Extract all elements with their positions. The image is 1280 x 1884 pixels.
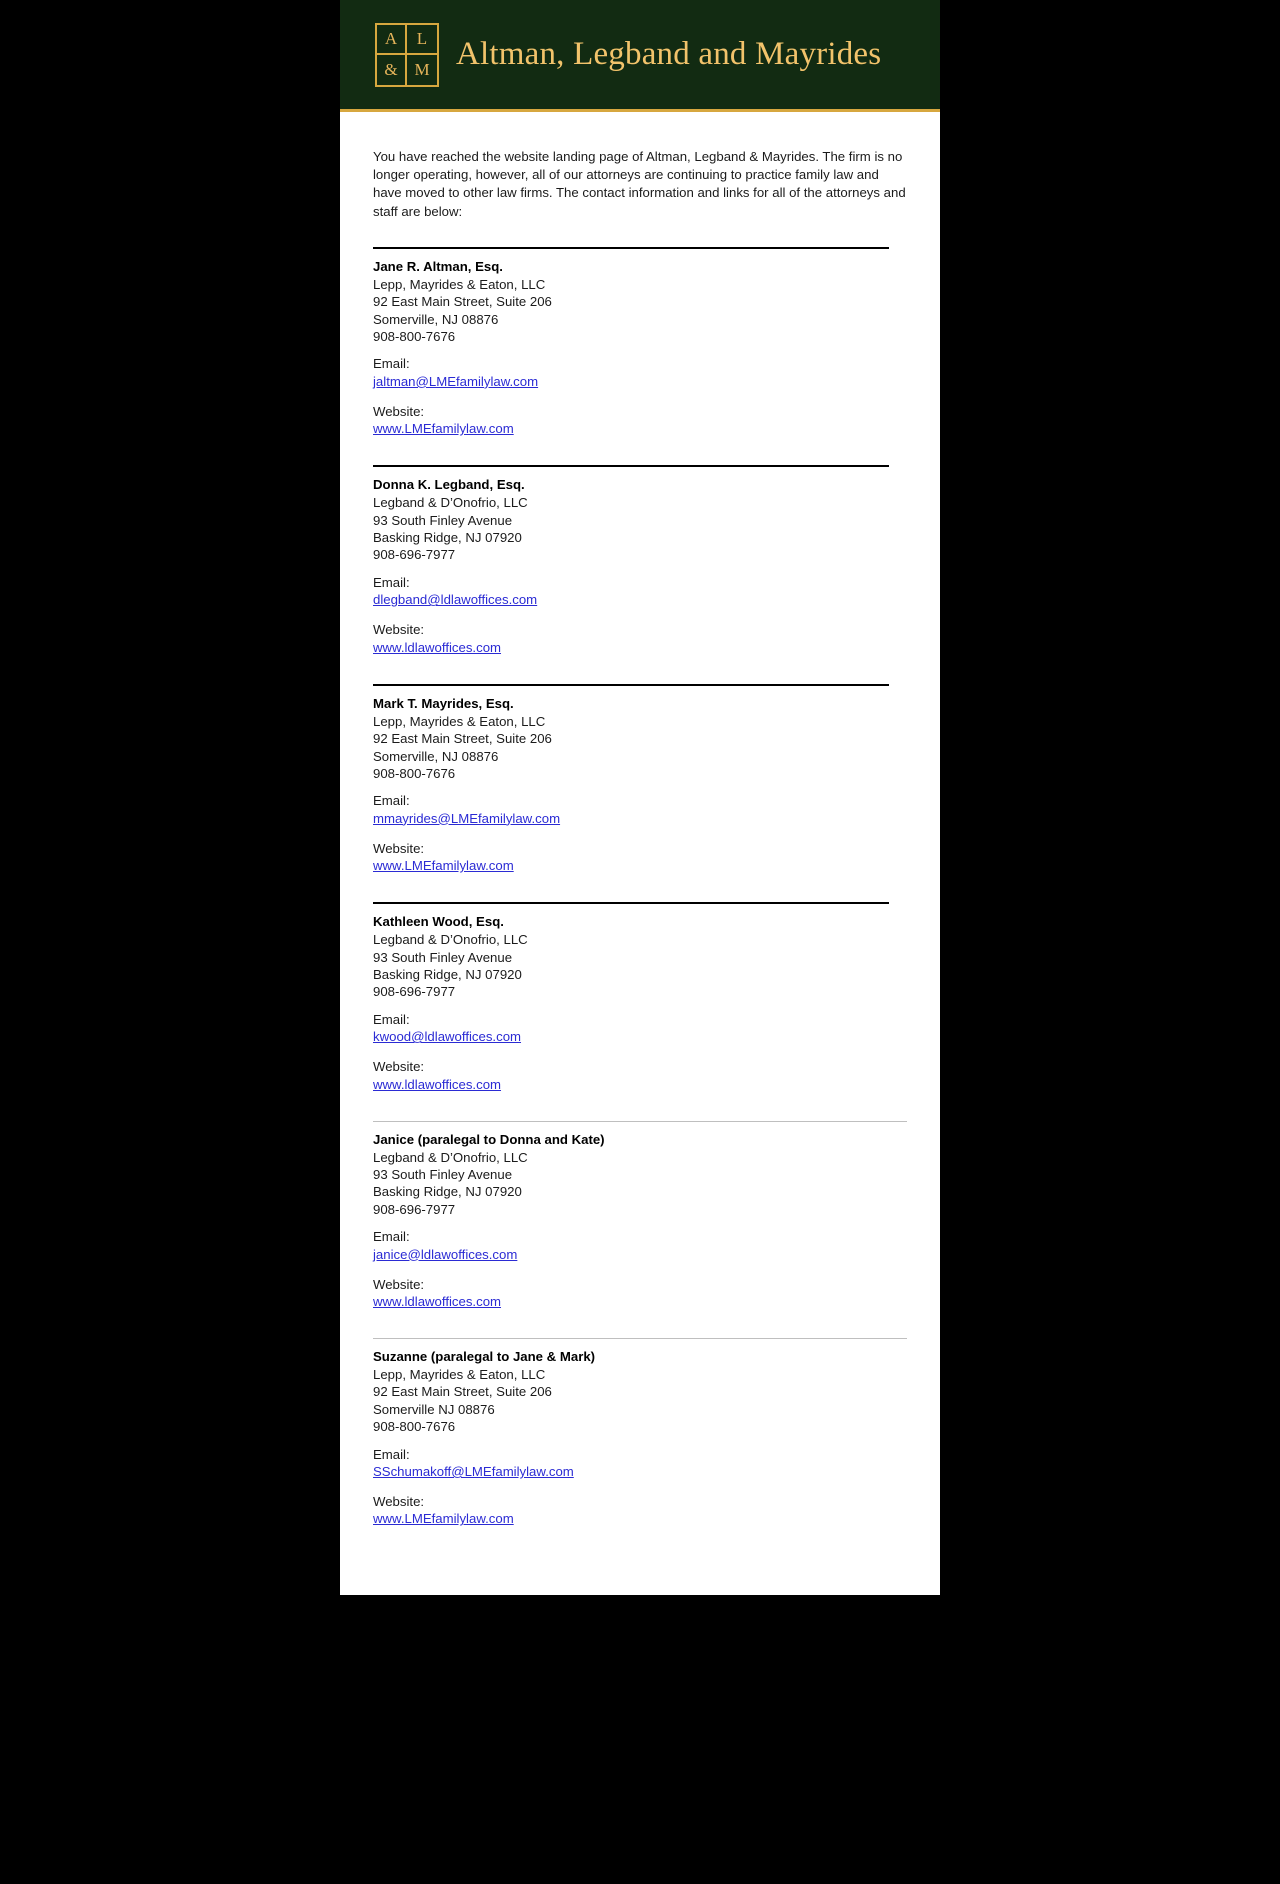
contact-street: 93 South Finley Avenue <box>373 512 513 528</box>
contact-street: 92 East Main Street, Suite 206 <box>373 294 552 310</box>
contact-city: Somerville NJ 08876 <box>373 1401 495 1417</box>
contact-name: Janice (paralegal to Donna and Kate) <box>373 1131 605 1147</box>
email-label: Email: <box>373 356 410 372</box>
contact-city: Somerville, NJ 08876 <box>373 748 499 764</box>
contact-firm: Lepp, Mayrides & Eaton, LLC <box>373 713 546 729</box>
email-link[interactable]: janice@ldlawoffices.com <box>373 1246 518 1262</box>
page-title: Altman, Legband and Mayrides <box>456 36 882 72</box>
website-link[interactable]: www.LMEfamilylaw.com <box>373 858 514 874</box>
contact-name: Mark T. Mayrides, Esq. <box>373 695 514 711</box>
entry-divider <box>373 902 889 904</box>
website-link-row <box>373 1076 907 1096</box>
logo-cell-l: L <box>407 25 437 55</box>
contact-firm: Legband & D’Onofrio, LLC <box>373 932 528 948</box>
website-link-row <box>373 1293 907 1313</box>
email-link[interactable]: jaltman@LMEfamilylaw.com <box>373 373 539 389</box>
entry-divider <box>373 465 889 467</box>
email-label: Email: <box>373 1446 410 1462</box>
email-link[interactable]: SSchumakoff@LMEfamilylaw.com <box>373 1464 574 1480</box>
website-label: Website: <box>373 1276 425 1292</box>
email-label: Email: <box>373 574 410 590</box>
entry-divider <box>373 247 889 249</box>
logo-cell-m: M <box>414 59 430 79</box>
intro-paragraph: You have reached the website landing page of Altman, Legband & Mayrides. The firm is no longer operating, however, all of our attorneys are continuing to practice family law and have moved to other law firms. The contact information and links for all of the attorneys and staff are below: <box>373 149 906 219</box>
contact-entry <box>373 902 907 1117</box>
contact-phone: 908-696-7977 <box>373 547 456 563</box>
email-label: Email: <box>373 1011 410 1027</box>
contact-firm: Lepp, Mayrides & Eaton, LLC <box>373 276 546 292</box>
website-link-row <box>373 420 907 440</box>
contact-firm: Legband & D’Onofrio, LLC <box>373 1149 528 1165</box>
entry-spacer <box>373 659 907 681</box>
contact-name: Donna K. Legband, Esq. <box>373 477 525 493</box>
contact-list <box>373 247 907 1553</box>
website-link-row <box>373 639 907 659</box>
contact-phone: 908-696-7977 <box>373 1201 456 1217</box>
contact-entry <box>373 1338 907 1552</box>
entry-spacer <box>373 877 907 899</box>
contact-phone: 908-696-7977 <box>373 984 456 1000</box>
contact-entry <box>373 465 907 680</box>
entry-divider <box>373 1338 907 1339</box>
entry-spacer <box>373 1530 907 1552</box>
firm-logo-icon <box>375 23 439 87</box>
email-link[interactable]: dlegband@ldlawoffices.com <box>373 592 538 608</box>
contact-entry <box>373 1121 907 1335</box>
contact-name: Suzanne (paralegal to Jane & Mark) <box>373 1349 596 1364</box>
site-container <box>340 0 940 1595</box>
contact-street: 92 East Main Street, Suite 206 <box>373 731 552 747</box>
contact-firm: Legband & D’Onofrio, LLC <box>373 495 528 511</box>
contact-entry <box>373 247 907 462</box>
entry-divider <box>373 1121 907 1122</box>
website-link[interactable]: www.ldlawoffices.com <box>373 1294 502 1309</box>
contact-city: Somerville, NJ 08876 <box>373 311 499 327</box>
contact-street: 92 East Main Street, Suite 206 <box>373 1384 552 1400</box>
website-link[interactable]: www.LMEfamilylaw.com <box>373 1511 514 1527</box>
contact-firm: Lepp, Mayrides & Eaton, LLC <box>373 1367 546 1382</box>
website-label: Website: <box>373 1494 425 1510</box>
website-link[interactable]: www.ldlawoffices.com <box>373 1076 502 1092</box>
website-link[interactable]: www.ldlawoffices.com <box>373 639 502 655</box>
entry-spacer <box>373 1313 907 1335</box>
logo-cell-amp: & <box>377 55 407 85</box>
contact-phone: 908-800-7676 <box>373 329 456 345</box>
contact-street: 93 South Finley Avenue <box>373 949 513 965</box>
contact-street: 93 South Finley Avenue <box>373 1166 513 1182</box>
contact-city: Basking Ridge, NJ 07920 <box>373 966 522 982</box>
contact-phone: 908-800-7676 <box>373 1419 456 1435</box>
logo-cell-a: A <box>377 25 407 55</box>
website-label: Website: <box>373 622 425 638</box>
contact-entry <box>373 684 907 899</box>
email-link[interactable]: kwood@ldlawoffices.com <box>373 1029 522 1045</box>
website-link-row <box>373 857 907 877</box>
site-header <box>340 0 940 112</box>
website-label: Website: <box>373 1059 425 1075</box>
website-link-row <box>373 1510 907 1530</box>
email-label: Email: <box>373 1229 410 1245</box>
contact-name: Jane R. Altman, Esq. <box>373 258 503 274</box>
website-link[interactable]: www.LMEfamilylaw.com <box>373 421 514 437</box>
contact-name: Kathleen Wood, Esq. <box>373 914 504 930</box>
contact-phone: 908-800-7676 <box>373 765 456 781</box>
contact-city: Basking Ridge, NJ 07920 <box>373 1184 522 1200</box>
email-label: Email: <box>373 793 410 809</box>
contact-city: Basking Ridge, NJ 07920 <box>373 530 522 546</box>
entry-divider <box>373 684 889 686</box>
entry-spacer <box>373 1096 907 1118</box>
email-link[interactable]: mmayrides@LMEfamilylaw.com <box>373 810 561 826</box>
entry-spacer <box>373 440 907 462</box>
main-content <box>340 112 940 1595</box>
website-label: Website: <box>373 840 425 856</box>
website-label: Website: <box>373 403 425 419</box>
